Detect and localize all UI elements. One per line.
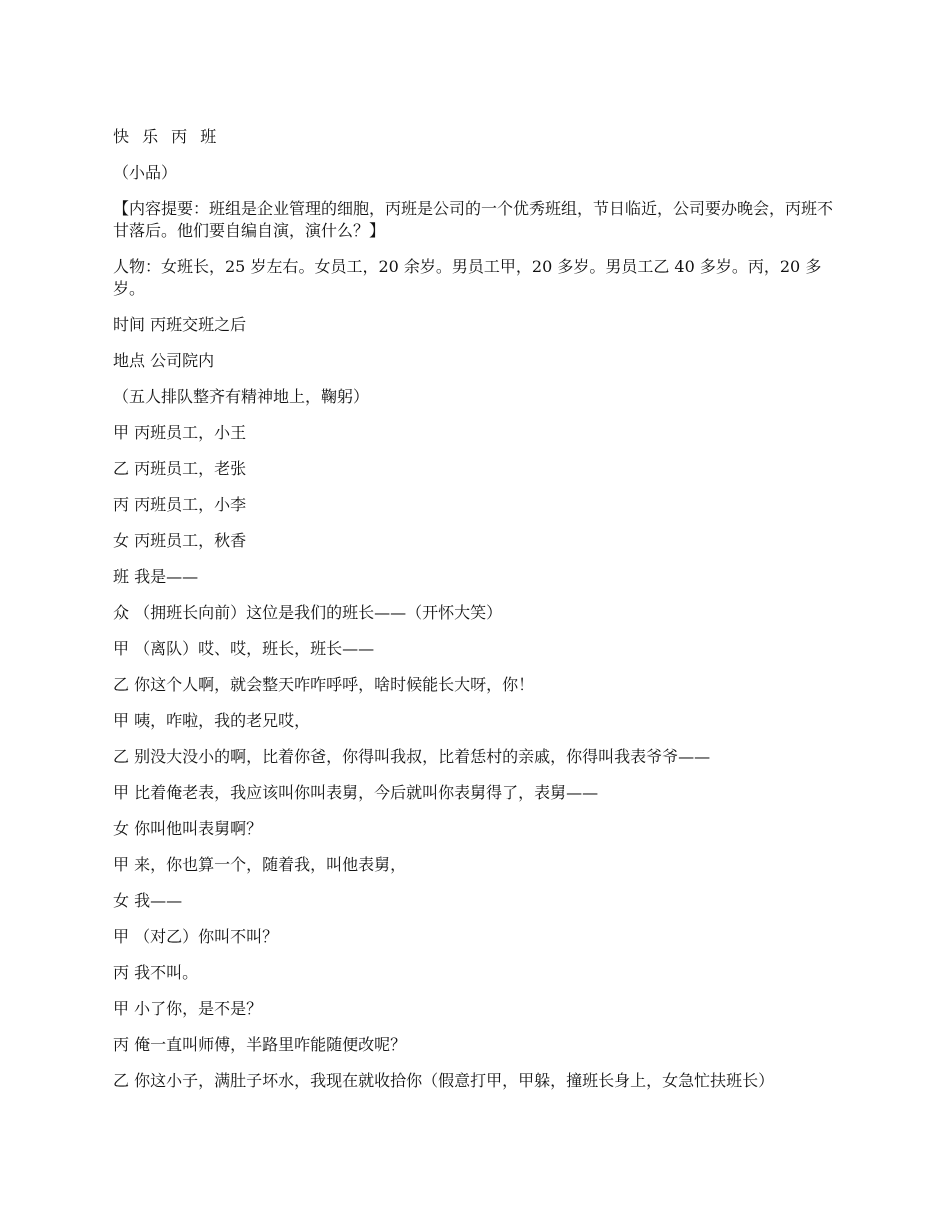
paragraph: 甲 丙班员工，小王: [113, 423, 247, 442]
paragraph: 甲 来，你也算一个，随着我，叫他表舅，: [113, 855, 407, 874]
document-body: [113, 126, 833, 1106]
paragraph: 乙 你这小子，满肚子坏水，我现在就收拾你（假意打甲，甲躲，撞班长身上，女急忙扶班长）: [113, 1071, 775, 1090]
paragraph: 乙 你这个人啊，就会整天咋咋呼呼，啥时候能长大呀，你！: [113, 675, 535, 694]
paragraph: 丙 俺一直叫师傅，半路里咋能随便改呢？: [113, 1035, 407, 1054]
paragraph: 地点 公司院内: [113, 351, 215, 370]
paragraph: 众 （拥班长向前）这位是我们的班长——（开怀大笑）: [113, 603, 503, 622]
paragraph: 甲 比着俺老表，我应该叫你叫表舅，今后就叫你表舅得了，表舅——: [113, 783, 599, 802]
paragraph: 乙 别没大没小的啊，比着你爸，你得叫我叔，比着恁村的亲戚，你得叫我表爷爷——: [113, 747, 711, 766]
paragraph: 甲 （离队）哎、哎，班长，班长——: [113, 639, 375, 658]
paragraph: 乙 丙班员工，老张: [113, 459, 247, 478]
paragraph: 人物：女班长，25 岁左右。女员工，20 余岁。男员工甲，20 多岁。男员工乙 40 多岁。丙，20 多岁。: [113, 257, 822, 298]
paragraph: 班 我是——: [113, 567, 199, 586]
paragraph: （小品）: [113, 163, 178, 182]
paragraph: 甲 咦，咋啦，我的老兄哎，: [113, 711, 311, 730]
paragraph: 甲 小了你，是不是？: [113, 999, 263, 1018]
document-title: 快 乐 丙 班: [113, 127, 221, 146]
paragraph: 甲 （对乙）你叫不叫？: [113, 927, 279, 946]
paragraph: 女 我——: [113, 891, 183, 910]
paragraph: 丙 我不叫。: [113, 963, 199, 982]
paragraph: 女 丙班员工，秋香: [113, 531, 247, 550]
paragraph: 时间 丙班交班之后: [113, 315, 247, 334]
paragraph: 【内容提要：班组是企业管理的细胞，丙班是公司的一个优秀班组，节日临近，公司要办晚会，丙班不甘落后。他们要自编自演，演什么？】: [113, 199, 834, 240]
paragraph: 丙 丙班员工，小李: [113, 495, 247, 514]
paragraph: （五人排队整齐有精神地上，鞠躬）: [113, 387, 370, 406]
paragraph: 女 你叫他叫表舅啊？: [113, 819, 263, 838]
